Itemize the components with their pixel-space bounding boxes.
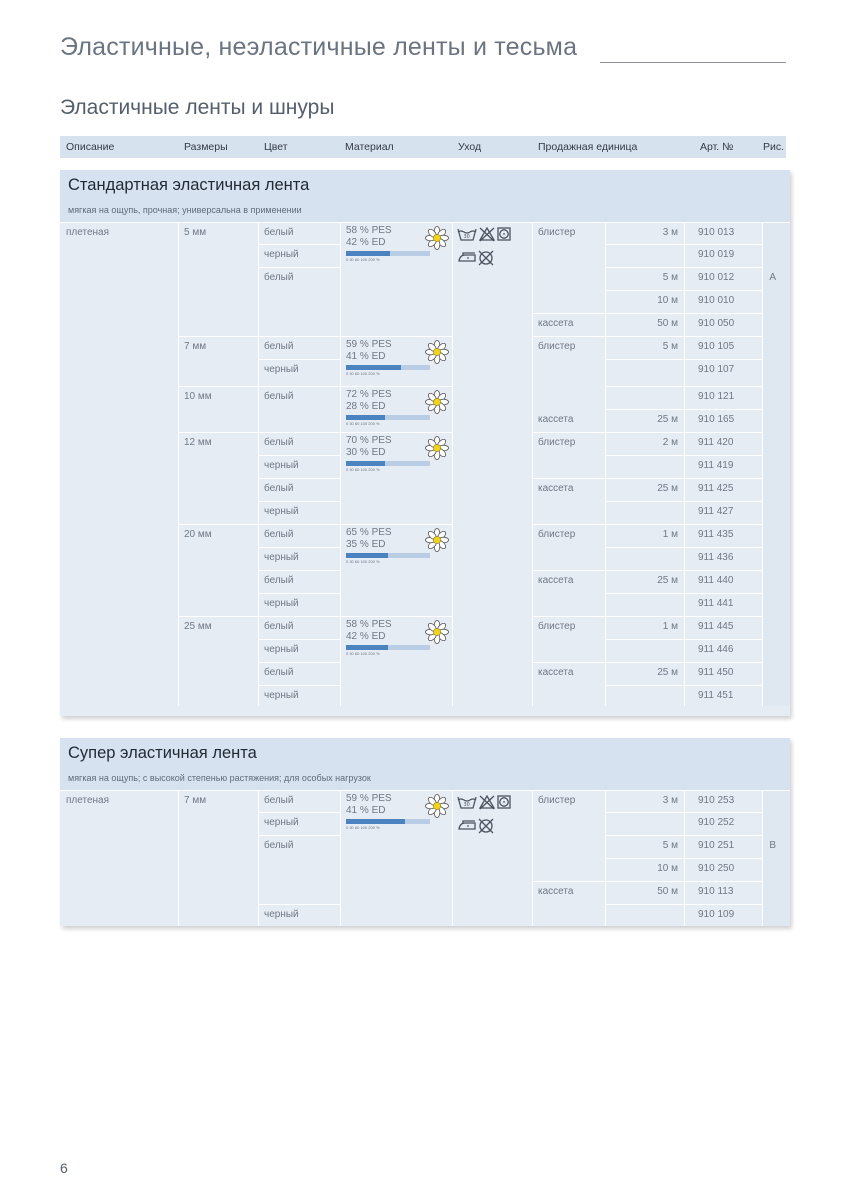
material-ed: 28 % ED [346, 401, 386, 412]
material-pes: 72 % PES [346, 389, 392, 400]
quantity-cell: 5 м [662, 272, 678, 283]
col-description: Описание [66, 141, 115, 153]
sale-unit-cell: блистер [538, 341, 576, 352]
grid-line [532, 478, 605, 479]
col-sizes: Размеры [184, 141, 228, 153]
sale-unit-cell: кассета [538, 414, 574, 425]
grid-line [258, 685, 340, 686]
figure-column [763, 791, 790, 926]
color-cell: белый [264, 272, 294, 283]
col-article: Арт. № [700, 141, 734, 153]
stretch-bar-fill [346, 461, 385, 466]
grid-line [532, 881, 605, 882]
grid-line [605, 858, 762, 859]
grid-line [340, 524, 452, 525]
article-number-cell: 910 113 [698, 886, 734, 897]
grid-line [258, 359, 340, 360]
product-block-standard [60, 170, 790, 716]
color-cell: черный [264, 909, 299, 920]
product-table [60, 790, 790, 926]
grid-line [605, 616, 762, 617]
eco-flower-icon [425, 390, 449, 414]
stretch-scale: 0 30 60 100 200 % [346, 467, 380, 472]
no-bleach-icon [480, 228, 494, 241]
grid-line [258, 662, 340, 663]
page-number: 6 [60, 1160, 68, 1176]
grid-line [258, 222, 259, 706]
material-ed: 42 % ED [346, 631, 386, 642]
grid-line [605, 570, 762, 571]
care-symbols-icon [456, 793, 518, 837]
article-number-cell: 911 441 [698, 598, 734, 609]
article-number-cell: 911 435 [698, 529, 734, 540]
stretch-bar [346, 415, 430, 420]
grid-line [605, 359, 762, 360]
grid-line [258, 432, 340, 433]
grid-line [452, 790, 453, 926]
no-dryclean-icon [479, 251, 493, 265]
grid-line [605, 639, 762, 640]
eco-flower-icon [425, 620, 449, 644]
size-cell: 12 мм [184, 437, 212, 448]
color-cell: белый [264, 437, 294, 448]
stretch-bar-fill [346, 415, 385, 420]
sale-unit-cell: блистер [538, 621, 576, 632]
grid-line [258, 790, 259, 926]
block-subtitle: мягкая на ощупь; с высокой степенью растяжения; для особых нагрузок [68, 773, 371, 783]
grid-line [605, 313, 762, 314]
grid-line [340, 790, 452, 791]
title-rule [600, 62, 786, 63]
stretch-bar [346, 553, 430, 558]
quantity-cell: 50 м [657, 886, 678, 897]
grid-line [258, 386, 340, 387]
stretch-bar-fill [346, 365, 401, 370]
quantity-cell: 3 м [662, 795, 678, 806]
wash-30-icon [458, 797, 476, 808]
grid-line [605, 386, 762, 387]
material-pes: 59 % PES [346, 793, 392, 804]
section-title: Эластичные ленты и шнуры [60, 96, 335, 119]
color-cell: черный [264, 644, 299, 655]
grid-line [258, 244, 340, 245]
grid-line [605, 524, 762, 525]
color-cell: белый [264, 667, 294, 678]
material-ed: 30 % ED [346, 447, 386, 458]
article-number-cell: 910 013 [698, 227, 735, 238]
grid-line [684, 222, 685, 706]
grid-line [605, 222, 762, 223]
grid-line [178, 790, 258, 791]
color-cell: белый [264, 840, 294, 851]
grid-line [178, 524, 258, 525]
no-dryclean-icon [479, 819, 493, 833]
size-cell: 25 мм [184, 621, 212, 632]
grid-line [605, 881, 762, 882]
col-color: Цвет [264, 141, 288, 153]
iron-low-icon [459, 821, 475, 829]
size-cell: 5 мм [184, 227, 207, 238]
no-bleach-icon [480, 796, 494, 809]
quantity-cell: 10 м [657, 295, 678, 306]
stretch-scale: 0 30 60 100 200 % [346, 371, 380, 376]
grid-line [258, 812, 340, 813]
material-ed: 41 % ED [346, 805, 386, 816]
material-ed: 41 % ED [346, 351, 386, 362]
column-header-bar [60, 136, 786, 158]
grid-line [532, 616, 605, 617]
grid-line [532, 432, 605, 433]
wash-30-icon [458, 229, 476, 240]
col-figure: Рис. [763, 141, 785, 153]
material-ed: 35 % ED [346, 539, 386, 550]
article-number-cell: 911 436 [698, 552, 734, 563]
grid-line [605, 244, 762, 245]
material-ed: 42 % ED [346, 237, 386, 248]
quantity-cell: 1 м [662, 621, 678, 632]
grid-line [258, 904, 340, 905]
quantity-cell: 25 м [657, 483, 678, 494]
stretch-scale: 0 30 60 100 200 % [346, 651, 380, 656]
figure-column [763, 223, 790, 706]
color-cell: белый [264, 227, 294, 238]
grid-line [605, 835, 762, 836]
size-cell: 7 мм [184, 341, 207, 352]
article-number-cell: 910 250 [698, 863, 735, 874]
grid-line [532, 222, 533, 706]
grid-line [605, 662, 762, 663]
grid-line [178, 222, 179, 706]
grid-line [258, 547, 340, 548]
description-cell: плетеная [66, 795, 110, 806]
care-symbols-icon [456, 225, 518, 269]
quantity-cell: 10 м [657, 863, 678, 874]
quantity-cell: 3 м [662, 227, 678, 238]
grid-line [258, 570, 340, 571]
stretch-bar-fill [346, 819, 405, 824]
stretch-bar [346, 819, 430, 824]
grid-line [605, 547, 762, 548]
article-number-cell: 911 451 [698, 690, 734, 701]
grid-line [258, 222, 340, 223]
eco-flower-icon [425, 794, 449, 818]
grid-line [532, 662, 605, 663]
color-cell: белый [264, 795, 294, 806]
grid-line [605, 409, 762, 410]
article-number-cell: 911 419 [698, 460, 734, 471]
color-cell: черный [264, 690, 299, 701]
article-number-cell: 911 420 [698, 437, 734, 448]
color-cell: черный [264, 598, 299, 609]
article-number-cell: 910 019 [698, 249, 735, 260]
stretch-bar-fill [346, 251, 390, 256]
sale-unit-cell: блистер [538, 795, 576, 806]
grid-line [340, 386, 452, 387]
stretch-bar [346, 251, 430, 256]
grid-line [340, 432, 452, 433]
description-cell: плетеная [66, 227, 110, 238]
color-cell: белый [264, 575, 294, 586]
svg-text:30: 30 [463, 234, 470, 240]
color-cell: черный [264, 249, 299, 260]
stretch-bar [346, 461, 430, 466]
grid-line [258, 639, 340, 640]
article-number-cell: 910 050 [698, 318, 735, 329]
color-cell: черный [264, 552, 299, 563]
article-number-cell: 910 165 [698, 414, 735, 425]
sale-unit-cell: блистер [538, 227, 576, 238]
stretch-bar-fill [346, 553, 388, 558]
grid-line [258, 593, 340, 594]
article-number-cell: 910 252 [698, 817, 735, 828]
svg-text:30: 30 [463, 802, 470, 808]
material-pes: 59 % PES [346, 339, 392, 350]
sale-unit-cell: кассета [538, 318, 574, 329]
color-cell: черный [264, 506, 299, 517]
grid-line [340, 616, 452, 617]
grid-line [532, 790, 533, 926]
color-cell: черный [264, 817, 299, 828]
eco-flower-icon [425, 436, 449, 460]
article-number-cell: 911 450 [698, 667, 734, 678]
article-number-cell: 910 109 [698, 909, 735, 920]
tumble-dry-low-icon [498, 796, 510, 808]
block-title: Стандартная эластичная лента [68, 176, 310, 194]
grid-line [178, 790, 179, 926]
grid-line [178, 386, 258, 387]
grid-line [605, 455, 762, 456]
eco-flower-icon [425, 226, 449, 250]
grid-line [340, 222, 452, 223]
quantity-cell: 25 м [657, 414, 678, 425]
article-number-cell: 910 253 [698, 795, 735, 806]
article-number-cell: 910 107 [698, 364, 735, 375]
article-number-cell: 911 445 [698, 621, 734, 632]
grid-line [258, 455, 340, 456]
eco-flower-icon [425, 528, 449, 552]
article-number-cell: 910 105 [698, 341, 735, 352]
article-number-cell: 910 010 [698, 295, 735, 306]
size-cell: 7 мм [184, 795, 207, 806]
grid-line [605, 685, 762, 686]
col-sale-unit: Продажная единица [538, 141, 638, 153]
quantity-cell: 5 м [662, 341, 678, 352]
size-cell: 10 мм [184, 391, 212, 402]
grid-line [258, 835, 340, 836]
col-material: Материал [345, 141, 394, 153]
color-cell: белый [264, 483, 294, 494]
material-pes: 58 % PES [346, 225, 392, 236]
grid-line [452, 222, 453, 706]
grid-line [605, 478, 762, 479]
color-cell: черный [264, 460, 299, 471]
grid-line [532, 222, 605, 223]
stretch-bar-fill [346, 645, 388, 650]
article-number-cell: 911 427 [698, 506, 734, 517]
sale-unit-cell: блистер [538, 437, 576, 448]
grid-line [258, 524, 340, 525]
grid-line [605, 336, 762, 337]
grid-line [258, 790, 340, 791]
article-number-cell: 910 121 [698, 391, 735, 402]
grid-line [605, 432, 762, 433]
article-number-cell: 911 440 [698, 575, 734, 586]
quantity-cell: 2 м [662, 437, 678, 448]
color-cell: черный [264, 364, 299, 375]
grid-line [605, 790, 762, 791]
product-block-super [60, 738, 790, 926]
stretch-scale: 0 30 60 100 200 % [346, 825, 380, 830]
material-pes: 58 % PES [346, 619, 392, 630]
sale-unit-cell: кассета [538, 483, 574, 494]
grid-line [258, 267, 340, 268]
quantity-cell: 50 м [657, 318, 678, 329]
col-care: Уход [458, 141, 482, 153]
color-cell: белый [264, 529, 294, 540]
grid-line [532, 524, 605, 525]
figure-label: B [769, 840, 776, 851]
quantity-cell: 25 м [657, 575, 678, 586]
material-pes: 70 % PES [346, 435, 392, 446]
sale-unit-cell: кассета [538, 667, 574, 678]
grid-line [532, 790, 605, 791]
grid-line [532, 570, 605, 571]
grid-line [258, 616, 340, 617]
sale-unit-cell: блистер [538, 529, 576, 540]
tumble-dry-low-icon [498, 228, 510, 240]
color-cell: белый [264, 341, 294, 352]
grid-line [605, 812, 762, 813]
grid-line [340, 336, 452, 337]
grid-line [605, 501, 762, 502]
size-cell: 20 мм [184, 529, 212, 540]
block-title: Супер эластичная лента [68, 744, 257, 762]
grid-line [178, 432, 258, 433]
grid-line [258, 336, 340, 337]
eco-flower-icon [425, 340, 449, 364]
grid-line [532, 336, 605, 337]
article-number-cell: 911 446 [698, 644, 734, 655]
grid-line [178, 616, 258, 617]
stretch-scale: 0 30 60 100 200 % [346, 559, 380, 564]
sale-unit-cell: кассета [538, 575, 574, 586]
stretch-bar [346, 645, 430, 650]
grid-line [340, 790, 341, 926]
stretch-bar [346, 365, 430, 370]
grid-line [605, 267, 762, 268]
page-title: Эластичные, неэластичные ленты и тесьма [60, 33, 578, 61]
article-number-cell: 911 425 [698, 483, 734, 494]
article-number-cell: 910 012 [698, 272, 735, 283]
product-table [60, 222, 790, 716]
material-pes: 65 % PES [346, 527, 392, 538]
grid-line [258, 501, 340, 502]
color-cell: белый [264, 621, 294, 632]
sale-unit-cell: кассета [538, 886, 574, 897]
grid-line [340, 222, 341, 706]
quantity-cell: 5 м [662, 840, 678, 851]
grid-line [178, 336, 258, 337]
article-number-cell: 910 251 [698, 840, 735, 851]
quantity-cell: 1 м [662, 529, 678, 540]
grid-line [532, 313, 605, 314]
color-cell: белый [264, 391, 294, 402]
grid-line [605, 290, 762, 291]
grid-line [605, 593, 762, 594]
stretch-scale: 0 30 60 100 200 % [346, 421, 380, 426]
quantity-cell: 25 м [657, 667, 678, 678]
grid-line [258, 478, 340, 479]
figure-label: A [769, 272, 776, 283]
iron-low-icon [459, 253, 475, 261]
stretch-scale: 0 30 60 100 200 % [346, 257, 380, 262]
grid-line [605, 904, 762, 905]
grid-line [178, 222, 258, 223]
block-subtitle: мягкая на ощупь, прочная; универсальна в применении [68, 205, 302, 215]
